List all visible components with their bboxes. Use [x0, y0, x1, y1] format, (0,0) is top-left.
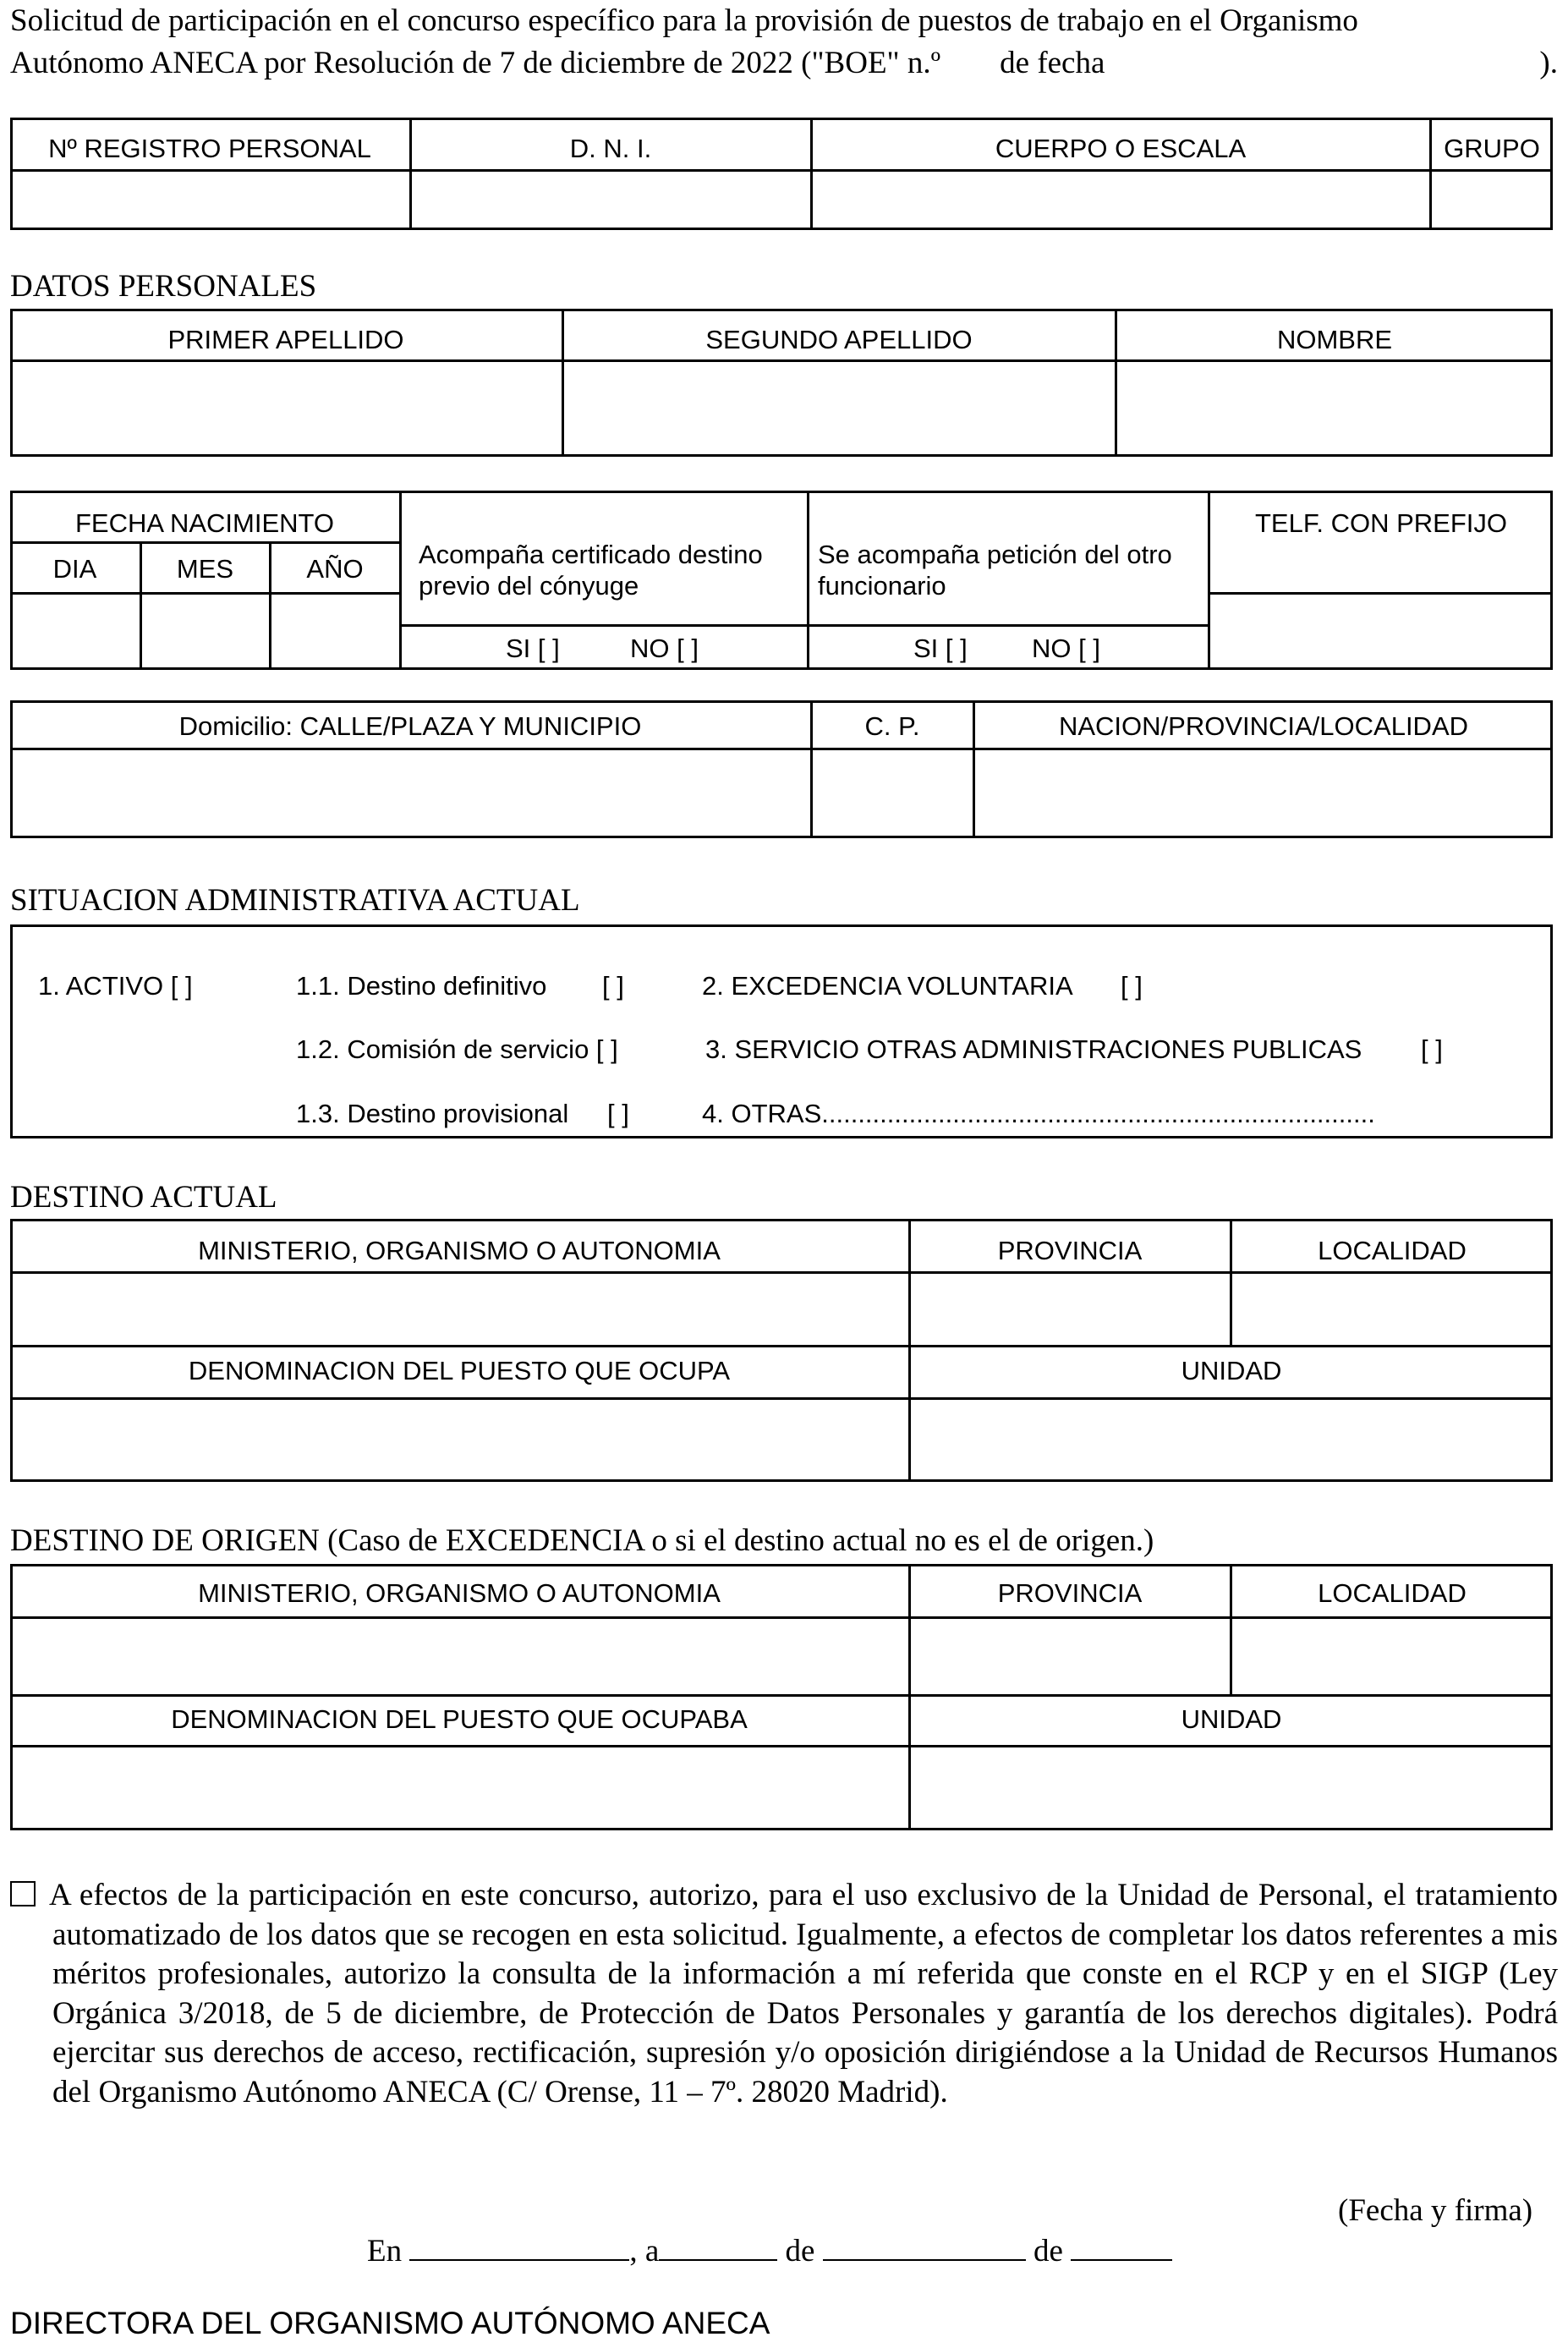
cuerpo-escala-field[interactable]	[813, 172, 1429, 228]
peticion-no-option[interactable]: NO [ ]	[1032, 634, 1100, 663]
domicilio-label: Domicilio: CALLE/PLAZA Y MUNICIPIO	[178, 711, 642, 741]
mes-field[interactable]	[142, 595, 269, 667]
destino-actual-ministerio-field[interactable]	[13, 1274, 908, 1345]
destino-actual-unidad-label: UNIDAD	[1181, 1356, 1282, 1385]
primer-apellido-label: PRIMER APELLIDO	[167, 325, 404, 354]
destino-actual-ministerio-label: MINISTERIO, ORGANISMO O AUTONOMIA	[198, 1236, 721, 1265]
anio-field[interactable]	[271, 595, 399, 667]
destino-origen-localidad-label: LOCALIDAD	[1318, 1578, 1467, 1608]
certificado-label-1: Acompaña certificado destino	[419, 540, 763, 569]
certificado-no-option[interactable]: NO [ ]	[630, 634, 699, 663]
de-label-1: de	[785, 2234, 815, 2268]
lugar-field[interactable]	[409, 2234, 629, 2261]
intro-line-2	[10, 42, 1558, 85]
primer-apellido-field[interactable]	[13, 362, 562, 454]
intro-resolucion: Autónomo ANECA por Resolución de 7 de diciembre de 2022 ("BOE" n.º	[10, 46, 941, 80]
dia-firma-field[interactable]	[659, 2234, 777, 2261]
dia-label: DIA	[52, 554, 97, 584]
destino-actual-denominacion-label: DENOMINACION DEL PUESTO QUE OCUPA	[188, 1356, 731, 1385]
nombre-label: NOMBRE	[1276, 325, 1393, 354]
destino-definitivo-label: 1.1. Destino definitivo	[296, 971, 547, 1001]
destino-provisional-label: 1.3. Destino provisional	[296, 1099, 569, 1128]
fecha-firma-label: (Fecha y firma)	[1338, 2193, 1533, 2228]
mes-firma-field[interactable]	[823, 2234, 1026, 2261]
consent-text: A efectos de la participación en este concurso, autorizo, para el uso exclusivo de la Unidad de Personal, el tratamiento automatizado de los datos que se recogen en esta solicitud. Igualmente, a efectos de completar los datos referentes a mis méritos profesionales, autorizo la consulta de la información a mí referida que conste en el RCP y en el SIGP (Ley Orgánica 3/2018, de 5 de diciembre, de Protección de Datos Personales y garantía de los derechos digitales). Podrá ejercitar sus derechos de acceso, rectificación, supresión y/o oposición dirigiéndose a la Unidad de Recursos Humanos del Organismo Autónomo ANECA (C/ Orense, 11 – 7º. 28020 Madrid).	[49, 1878, 1558, 2109]
destino-actual-unidad-field[interactable]	[911, 1400, 1550, 1479]
destino-origen-ministerio-field[interactable]	[13, 1619, 908, 1694]
fecha-nacimiento-label: FECHA NACIMIENTO	[74, 508, 335, 538]
cp-label: C. P.	[864, 711, 920, 741]
destino-actual-provincia-field[interactable]	[911, 1274, 1230, 1345]
peticion-label-1: Se acompaña petición del otro	[818, 540, 1172, 569]
intro-closing: ).	[1539, 46, 1558, 80]
destino-origen-denominacion-field[interactable]	[13, 1747, 908, 1828]
destino-actual-provincia-label: PROVINCIA	[997, 1236, 1143, 1265]
excedencia-checkbox[interactable]: [ ]	[1121, 971, 1143, 1001]
nombre-field[interactable]	[1117, 362, 1550, 454]
registro-personal-field[interactable]	[13, 172, 409, 228]
intro-line-1: Solicitud de participación en el concurso específico para la provisión de puestos de trabajo en el Organismo	[10, 3, 1358, 38]
intro-paragraph	[10, 0, 1558, 85]
destino-origen-denominacion-label: DENOMINACION DEL PUESTO QUE OCUPABA	[171, 1704, 748, 1734]
telefono-field[interactable]	[1210, 595, 1550, 667]
excedencia-label: 2. EXCEDENCIA VOLUNTARIA	[702, 971, 1073, 1001]
grupo-field[interactable]	[1432, 172, 1550, 228]
intro-de-fecha: de fecha	[1000, 46, 1105, 80]
cp-field[interactable]	[813, 750, 973, 836]
destino-origen-unidad-label: UNIDAD	[1181, 1704, 1282, 1734]
servicio-otras-label: 3. SERVICIO OTRAS ADMINISTRACIONES PUBLICAS	[705, 1034, 1362, 1064]
nacion-provincia-field[interactable]	[975, 750, 1550, 836]
dni-field[interactable]	[412, 172, 810, 228]
segundo-apellido-label: SEGUNDO APELLIDO	[705, 325, 973, 354]
destino-origen-provincia-label: PROVINCIA	[997, 1578, 1143, 1608]
situacion-title: SITUACION ADMINISTRATIVA ACTUAL	[10, 883, 580, 918]
comision-option[interactable]: 1.2. Comisión de servicio [ ]	[296, 1034, 618, 1064]
destino-origen-ministerio-label: MINISTERIO, ORGANISMO O AUTONOMIA	[198, 1578, 721, 1608]
dia-field[interactable]	[13, 595, 140, 667]
peticion-si-option[interactable]: SI [ ]	[913, 634, 968, 663]
registro-personal-label: Nº REGISTRO PERSONAL	[48, 134, 371, 163]
grupo-label: GRUPO	[1444, 134, 1540, 163]
nacion-provincia-label: NACION/PROVINCIA/LOCALIDAD	[1058, 711, 1469, 741]
signature-date-line	[367, 2233, 1172, 2270]
certificado-si-option[interactable]: SI [ ]	[506, 634, 560, 663]
certificado-label-2: previo del cónyuge	[419, 571, 639, 601]
destino-actual-denominacion-field[interactable]	[13, 1400, 908, 1479]
footer-directora: DIRECTORA DEL ORGANISMO AUTÓNOMO ANECA	[10, 2306, 770, 2340]
destino-origen-localidad-field[interactable]	[1232, 1619, 1550, 1694]
destino-actual-title: DESTINO ACTUAL	[10, 1180, 277, 1215]
destino-actual-localidad-field[interactable]	[1232, 1274, 1550, 1345]
a-label: , a	[629, 2234, 660, 2268]
telefono-label: TELF. CON PREFIJO	[1255, 508, 1507, 538]
anio-label: AÑO	[306, 554, 364, 584]
destino-actual-localidad-label: LOCALIDAD	[1318, 1236, 1467, 1265]
anio-firma-field[interactable]	[1071, 2234, 1172, 2261]
destino-definitivo-checkbox[interactable]: [ ]	[602, 971, 624, 1001]
datos-personales-title: DATOS PERSONALES	[10, 269, 317, 304]
en-label: En	[367, 2234, 403, 2268]
servicio-otras-checkbox[interactable]: [ ]	[1421, 1034, 1443, 1064]
dni-label: D. N. I.	[569, 134, 652, 163]
consent-block	[10, 1876, 1558, 2112]
segundo-apellido-field[interactable]	[564, 362, 1115, 454]
domicilio-field[interactable]	[13, 750, 810, 836]
destino-origen-unidad-field[interactable]	[911, 1747, 1550, 1828]
de-label-2: de	[1033, 2234, 1063, 2268]
peticion-label-2: funcionario	[818, 571, 946, 601]
mes-label: MES	[176, 554, 234, 584]
destino-origen-provincia-field[interactable]	[911, 1619, 1230, 1694]
activo-option[interactable]: 1. ACTIVO [ ]	[38, 971, 193, 1001]
destino-provisional-checkbox[interactable]: [ ]	[607, 1099, 629, 1128]
cuerpo-escala-label: CUERPO O ESCALA	[995, 134, 1247, 163]
otras-field[interactable]: 4. OTRAS............................................................................	[702, 1099, 1375, 1128]
destino-origen-title: DESTINO DE ORIGEN (Caso de EXCEDENCIA o si el destino actual no es el de origen.)	[10, 1523, 1154, 1558]
consent-checkbox[interactable]	[10, 1881, 36, 1906]
